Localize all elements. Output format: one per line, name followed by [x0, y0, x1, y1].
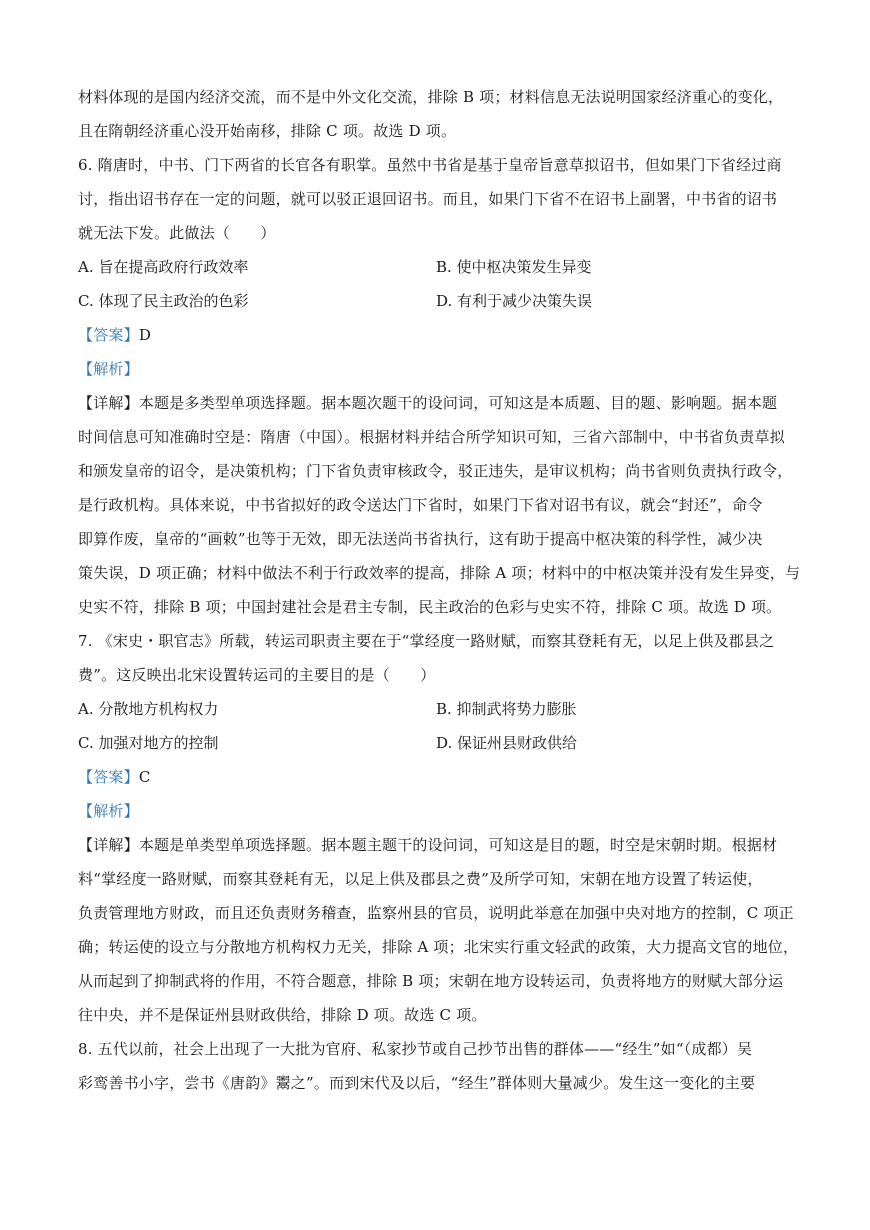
q6-detail-line: 时间信息可知准确时空是：隋唐（中国）。根据材料并结合所学知识可知，三省六部制中，中书省负责草拟	[78, 428, 785, 446]
q6-answer	[78, 318, 798, 352]
q7-options-row	[78, 692, 798, 726]
q6-stem-line: 讨，指出诏书存在一定的问题，就可以驳正退回诏书。而且，如果门下省不在诏书上副署，中书省的诏书	[78, 190, 778, 208]
q7-analysis	[78, 794, 798, 828]
q7-detail-line: 料“掌经度一路财赋，而察其登耗有无，以足上供及郡县之费”及所学可知，宋朝在地方设置了转运使，	[78, 870, 763, 888]
answer-value: D	[138, 326, 152, 344]
q7-stem-line: 7. 《宋史・职官志》所载，转运司职责主要在于“掌经度一路财赋，而察其登耗有无，以足上供及郡县之	[78, 632, 775, 650]
q6-detail-line	[78, 386, 798, 420]
q7-option-a: A. 分散地方机构权力	[78, 700, 219, 718]
q8-stem-line: 彩鸾善书小字，尝书《唐韵》鬻之”。而到宋代及以后，“经生”群体则大量减少。发生这一变化的主要	[78, 1074, 756, 1092]
q6-detail-line: 即算作废，皇帝的“画敕”也等于无效，即无法送尚书省执行，这有助于提高中枢决策的科学性，减少决	[78, 530, 763, 548]
q6-option-c: C. 体现了民主政治的色彩	[78, 292, 249, 310]
q6-detail-line: 策失误，D 项正确；材料中做法不利于行政效率的提高，排除 A 项；材料中的中枢决策并没有发生异变，与	[78, 564, 801, 582]
q7-answer	[78, 760, 798, 794]
q6-option-a: A. 旨在提高政府行政效率	[78, 258, 249, 276]
q7-detail-line: 确；转运使的设立与分散地方机构权力无关，排除 A 项；北宋实行重文轻武的政策，大力提高文官的地位，	[78, 938, 799, 956]
intro-line: 材料体现的是国内经济交流，而不是中外文化交流，排除 B 项；材料信息无法说明国家经济重心的变化，	[78, 88, 784, 106]
q7-detail-line: 往中央，并不是保证州县财政供给，排除 D 项。故选 C 项。	[78, 1006, 487, 1024]
q7-option-c: C. 加强对地方的控制	[78, 734, 219, 752]
q7-stem-line: 费”。这反映出北宋设置转运司的主要目的是（ ）	[78, 666, 436, 684]
q7-option-b: B. 抑制武将势力膨胀	[436, 700, 577, 718]
document-page	[78, 80, 801, 1100]
detail-text: 本题是多类型单项选择题。据本题次题干的设问词，可知这是本质题、目的题、影响题。据本题	[138, 394, 778, 412]
answer-tag: 【答案】	[78, 326, 139, 344]
q6-option-b: B. 使中枢决策发生异变	[436, 258, 592, 276]
q6-analysis	[78, 352, 798, 386]
q6-detail-line: 是行政机构。具体来说，中书省拟好的政令送达门下省时，如果门下省对诏书有议，就会“封还”，命令	[78, 496, 763, 514]
answer-value: C	[138, 768, 151, 786]
q7-detail-line	[78, 828, 798, 862]
q6-detail-line: 史实不符，排除 B 项；中国封建社会是君主专制，民主政治的色彩与史实不符，排除 C 项。故选 D 项。	[78, 598, 782, 616]
q7-detail-line: 从而起到了抑制武将的作用，不符合题意，排除 B 项；宋朝在地方设转运司，负责将地方的财赋大部分运	[78, 972, 784, 990]
q7-detail-line: 负责管理地方财政，而且还负责财务稽查，监察州县的官员，说明此举意在加强中央对地方的控制，C 项正	[78, 904, 794, 922]
q6-options-row	[78, 250, 798, 284]
detail-tag: 【详解】	[78, 394, 139, 412]
detail-tag: 【详解】	[78, 836, 139, 854]
detail-text: 本题是单类型单项选择题。据本题主题干的设问词，可知这是目的题，时空是宋朝时期。根据材	[138, 836, 778, 854]
q6-options-row	[78, 284, 798, 318]
q7-option-d: D. 保证州县财政供给	[436, 734, 578, 752]
analysis-tag: 【解析】	[78, 360, 139, 378]
analysis-tag: 【解析】	[78, 802, 139, 820]
q8-stem-line: 8. 五代以前，社会上出现了一大批为官府、私家抄节或自己抄节出售的群体——“经生”如“（成都）吴	[78, 1040, 753, 1058]
q6-stem-line: 6. 隋唐时，中书、门下两省的长官各有职掌。虽然中书省是基于皇帝旨意草拟诏书，但如果门下省经过商	[78, 156, 782, 174]
answer-tag: 【答案】	[78, 768, 139, 786]
q6-stem-line: 就无法下发。此做法（ ）	[78, 224, 276, 242]
q6-option-d: D. 有利于减少决策失误	[436, 292, 593, 310]
q7-options-row	[78, 726, 798, 760]
intro-line: 且在隋朝经济重心没开始南移，排除 C 项。故选 D 项。	[78, 122, 457, 140]
q6-detail-line: 和颁发皇帝的诏令，是决策机构；门下省负责审核政令，驳正违失，是审议机构；尚书省则负责执行政令，	[78, 462, 793, 480]
